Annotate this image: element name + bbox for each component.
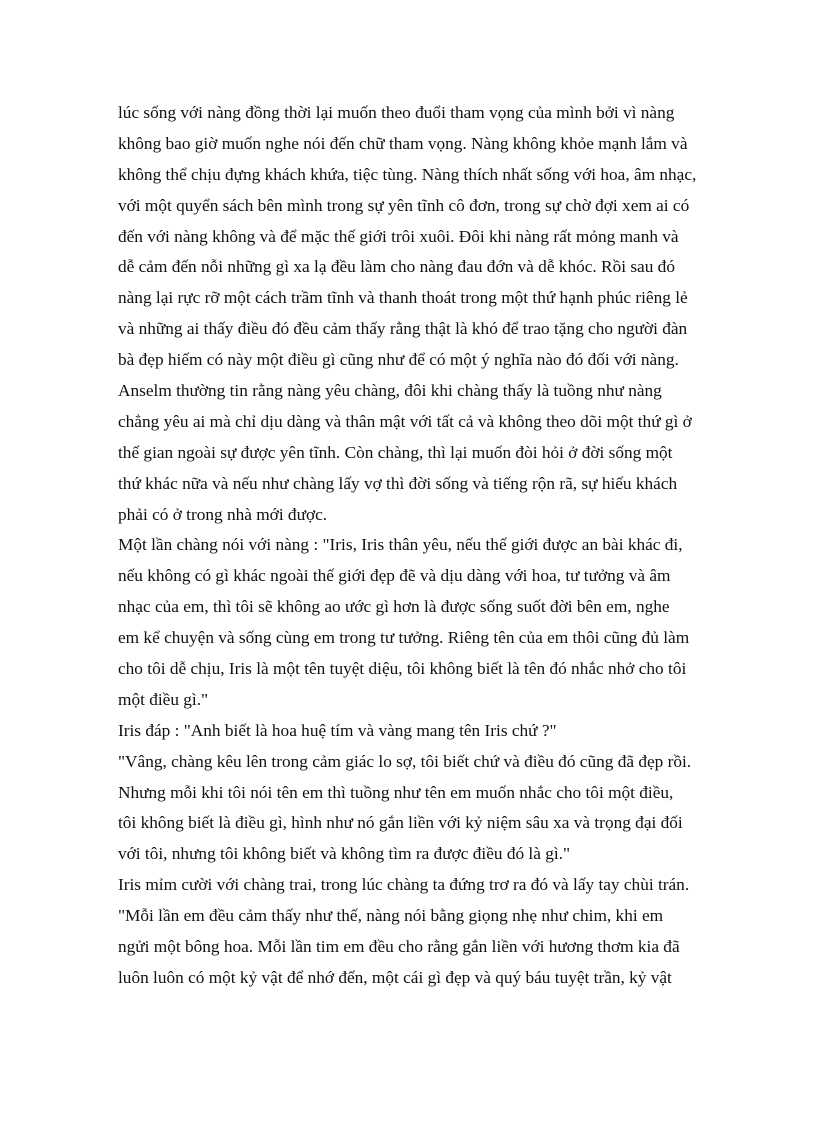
text-line: "Vâng, chàng kêu lên trong cảm giác lo sợ, tôi biết chứ và điều đó cũng đã đẹp rồi. [118, 751, 692, 771]
text-line: bà đẹp hiếm có này một điều gì cũng như để có một ý nghĩa nào đó đối với nàng. [118, 350, 679, 370]
text-line: đến với nàng không và để mặc thế giới trôi xuôi. Đôi khi nàng rất mỏng manh và [118, 226, 679, 246]
text-line: Một lần chàng nói với nàng : "Iris, Iris thân yêu, nếu thế giới được an bài khác đi, [118, 535, 683, 555]
text-line: Nhưng mỗi khi tôi nói tên em thì tuồng như tên em muốn nhắc cho tôi một điều, [118, 782, 674, 802]
text-line: luôn luôn có một kỷ vật để nhớ đến, một cái gì đẹp và quý báu tuyệt trần, kỷ vật [118, 967, 672, 987]
text-line: chẳng yêu ai mà chỉ dịu dàng và thân mật với tất cả và không theo dõi một thứ gì ở [118, 411, 692, 431]
text-line: nàng lại rực rỡ một cách trầm tĩnh và thanh thoát trong một thứ hạnh phúc riêng lẻ [118, 288, 688, 308]
text-line: thứ khác nữa và nếu như chàng lấy vợ thì đời sống và tiếng rộn rã, sự hiếu khách [118, 473, 678, 493]
text-line: với tôi, nhưng tôi không biết và không tìm ra được điều đó là gì." [118, 844, 571, 864]
text-line: em kể chuyện và sống cùng em trong tư tưởng. Riêng tên của em thôi cũng đủ làm [118, 628, 690, 648]
text-line: không thể chịu đựng khách khứa, tiệc tùng. Nàng thích nhất sống với hoa, âm nhạc, [118, 164, 697, 184]
text-line: Iris mỉm cười với chàng trai, trong lúc chàng ta đứng trơ ra đó và lấy tay chùi trán. [118, 875, 690, 895]
text-line: không bao giờ muốn nghe nói đến chữ tham vọng. Nàng không khỏe mạnh lắm và [118, 133, 688, 153]
text-line: Anselm thường tin rằng nàng yêu chàng, đôi khi chàng thấy là tuồng như nàng [118, 381, 662, 401]
text-line: ngửi một bông hoa. Mỗi lần tim em đều cho rằng gắn liền với hương thơm kia đã [118, 937, 680, 957]
text-line: dễ cảm đến nỗi những gì xa lạ đều làm cho nàng đau đớn và dễ khóc. Rồi sau đó [118, 257, 675, 277]
text-line: lúc sống với nàng đồng thời lại muốn theo đuổi tham vọng của mình bởi vì nàng [118, 103, 675, 122]
text-line: và những ai thấy điều đó đều cảm thấy rằng thật là khó để trao tặng cho người đàn [118, 319, 688, 339]
text-line: nếu không có gì khác ngoài thế giới đẹp đẽ và dịu dàng với hoa, tư tưởng và âm [118, 566, 671, 586]
text-line: Iris đáp : "Anh biết là hoa huệ tím và vàng mang tên Iris chứ ?" [118, 720, 557, 740]
text-line: một điều gì." [118, 689, 209, 709]
body-text [118, 98, 718, 994]
text-line: tôi không biết là điều gì, hình như nó gắn liền với kỷ niệm sâu xa và trọng đại đối [118, 813, 683, 833]
text-line: nhạc của em, thì tôi sẽ không ao ước gì hơn là được sống suốt đời bên em, nghe [118, 597, 670, 617]
text-line: với một quyển sách bên mình trong sự yên tĩnh cô đơn, trong sự chờ đợi xem ai có [118, 195, 690, 215]
text-line: thế gian ngoài sự được yên tĩnh. Còn chàng, thì lại muốn đòi hỏi ở đời sống một [118, 442, 673, 462]
text-line: cho tôi dễ chịu, Iris là một tên tuyệt diệu, tôi không biết là tên đó nhắc nhở cho tôi [118, 659, 687, 679]
text-line: "Mỗi lần em đều cảm thấy như thế, nàng nói bằng giọng nhẹ như chim, khi em [118, 906, 664, 926]
text-line: phải có ở trong nhà mới được. [118, 504, 328, 524]
